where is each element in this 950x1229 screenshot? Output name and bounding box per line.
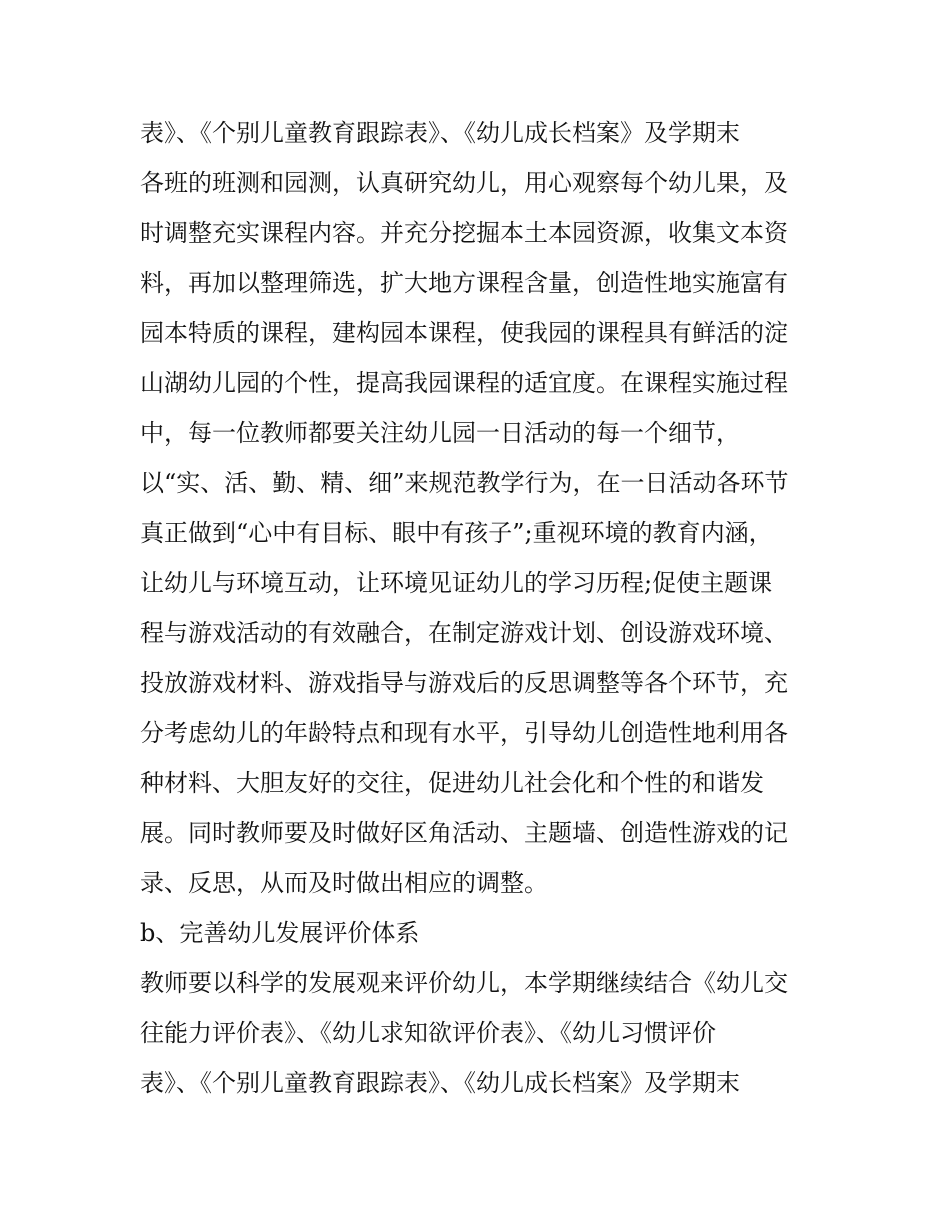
- paragraph-line: 山湖幼儿园的个性，提高我园课程的适宜度。在课程实施过程: [140, 369, 788, 397]
- paragraph-line: 真正做到“心中有目标、眼中有孩子”;重视环境的教育内涵，: [140, 519, 773, 547]
- paragraph-line: 录、反思，从而及时做出相应的调整。: [140, 869, 548, 897]
- paragraph-line: 教师要以科学的发展观来评价幼儿，本学期继续结合《幼儿交: [140, 969, 788, 997]
- paragraph-line: 时调整充实课程内容。并充分挖掘本土本园资源，收集文本资: [140, 219, 788, 247]
- paragraph-line: 各班的班测和园测，认真研究幼儿，用心观察每个幼儿果，及: [140, 169, 788, 197]
- document-body: [140, 108, 820, 1108]
- paragraph-line: 料，再加以整理筛选，扩大地方课程含量，创造性地实施富有: [140, 269, 788, 297]
- paragraph-line: 表》、《个别儿童教育跟踪表》、《幼儿成长档案》及学期末: [140, 119, 740, 147]
- paragraph-line: 投放游戏材料、游戏指导与游戏后的反思调整等各个环节，充: [140, 669, 788, 697]
- paragraph-line: 以“实、活、勤、精、细”来规范教学行为，在一日活动各环节: [140, 469, 789, 497]
- paragraph-line: 往能力评价表》、《幼儿求知欲评价表》、《幼儿习惯评价: [140, 1019, 716, 1047]
- paragraph-line: 表》、《个别儿童教育跟踪表》、《幼儿成长档案》及学期末: [140, 1069, 740, 1097]
- paragraph-line: 分考虑幼儿的年龄特点和现有水平，引导幼儿创造性地利用各: [140, 719, 788, 747]
- paragraph-line: 种材料、大胆友好的交往，促进幼儿社会化和个性的和谐发: [140, 769, 764, 797]
- paragraph-line: 园本特质的课程，建构园本课程，使我园的课程具有鲜活的淀: [140, 319, 788, 347]
- section-heading: b、完善幼儿发展评价体系: [140, 919, 420, 947]
- paragraph-line: 让幼儿与环境互动，让环境见证幼儿的学习历程;促使主题课: [140, 569, 773, 597]
- paragraph-line: 程与游戏活动的有效融合，在制定游戏计划、创设游戏环境、: [140, 619, 788, 647]
- paragraph-line: 展。同时教师要及时做好区角活动、主题墙、创造性游戏的记: [140, 819, 788, 847]
- paragraph-line: 中，每一位教师都要关注幼儿园一日活动的每一个细节，: [140, 419, 740, 447]
